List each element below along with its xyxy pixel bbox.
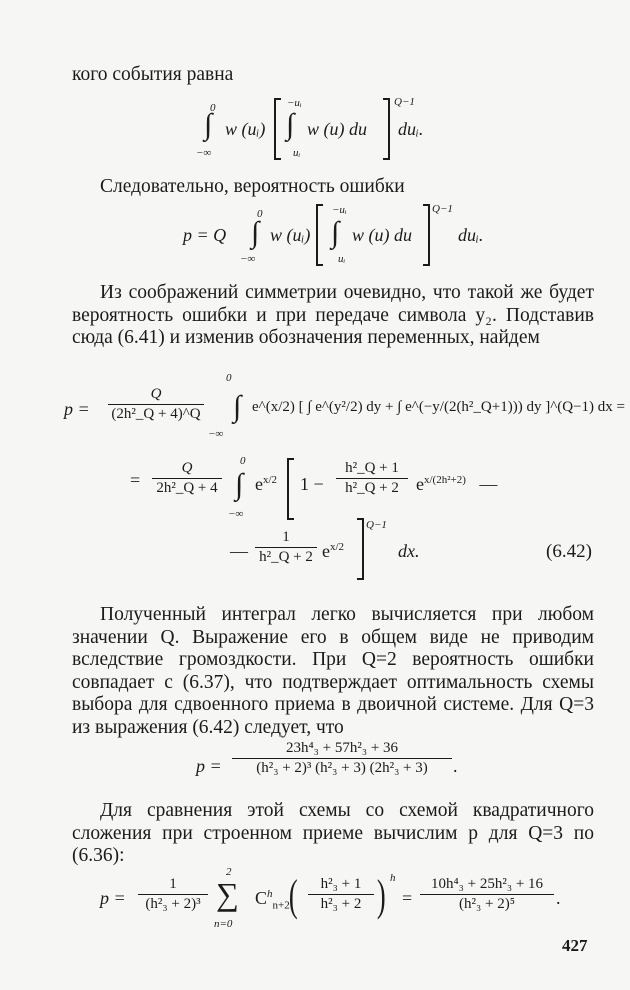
fraction-4-den: h²_Q + 2 (259, 549, 313, 565)
left-bracket (274, 98, 281, 160)
inner-upper-limit: −uᵢ (332, 204, 347, 216)
inner-integral-sign: ∫ (331, 216, 340, 249)
left-bracket-2 (287, 458, 294, 520)
fraction-last-3-num: 10h⁴₃ + 25h²₃ + 16 (420, 876, 554, 895)
fraction-q3 (232, 740, 452, 777)
inner-upper-limit: −uᵢ (287, 97, 302, 109)
integral-lower-limit: −∞ (240, 253, 256, 265)
equation-lhs: p = Q (183, 225, 227, 245)
integral-sign: ∫ (251, 216, 260, 249)
fraction-last-3-den: (h²₃ + 2)⁵ (459, 896, 515, 912)
integral-lower-limit: −∞ (196, 147, 212, 159)
fraction-1 (108, 386, 204, 423)
differential: duᵢ. (458, 225, 484, 245)
sum-lower: n=0 (214, 918, 233, 930)
fraction-q3-num: 23h⁴₃ + 57h²₃ + 36 (232, 740, 452, 759)
paragraph-text: кого события равна (72, 64, 234, 85)
differential: duᵢ. (398, 119, 424, 139)
inner-lower-limit: uᵢ (293, 147, 301, 159)
integral-sign: ∫ (233, 390, 242, 423)
integrand-outer: w (uᵢ) (270, 225, 311, 245)
fraction-3-den: h²_Q + 2 (345, 480, 399, 496)
right-bracket (423, 204, 430, 266)
equation-lhs: p = (196, 756, 222, 776)
fraction-4 (255, 529, 317, 566)
right-bracket (383, 98, 390, 160)
integrand-outer: w (uᵢ) (225, 119, 266, 139)
bracket-power: Q−1 (394, 96, 415, 108)
paragraph-intro (72, 64, 594, 87)
integral-sign-2: ∫ (235, 468, 244, 501)
fraction-q3-den: (h²₃ + 2)³ (h²₃ + 3) (2h²₃ + 3) (256, 760, 428, 776)
paragraph-comparison (72, 800, 594, 868)
page-number: 427 (562, 936, 588, 955)
right-bracket-2 (357, 518, 364, 580)
paragraph-therefore (72, 176, 594, 199)
fraction-last-1-den: (h²₃ + 2)³ (145, 896, 201, 912)
equation-lhs: p = (100, 888, 126, 908)
fraction-3 (336, 460, 408, 497)
integral-upper-limit: 0 (257, 208, 263, 220)
paragraph-integral (72, 604, 594, 739)
fraction-last-2 (308, 876, 374, 913)
fraction-2-den: 2h²_Q + 4 (156, 480, 218, 496)
fraction-3-num: h²_Q + 1 (336, 460, 408, 479)
fraction-last-3 (420, 876, 554, 913)
inner-lower-limit: uᵢ (338, 253, 346, 265)
bracket-power: Q−1 (432, 203, 453, 215)
sum-upper: 2 (226, 866, 232, 878)
fraction-2-num: Q (152, 460, 222, 479)
integral-upper-limit: 0 (210, 102, 216, 114)
fraction-1-den: (2h²_Q + 4)^Q (111, 406, 201, 422)
equation-number: (6.42) (546, 541, 592, 562)
left-bracket (316, 204, 323, 266)
fraction-last-1-num: 1 (138, 876, 208, 895)
paragraph-text: Из соображений симметрии очевидно, что такой же будет вероятность ошибки и при передаче символа y₂. Подставив сюда (6.41) и изменив обозначения переменных, найдем (72, 282, 594, 348)
exponential-line-1: e^(x/2) [ ∫ e^(y²/2) dy + ∫ e^(−y/(2(h²_Q+1))) dy ]^(Q−1) dx = (252, 399, 625, 415)
paragraph-text: Следовательно, вероятность ошибки (100, 176, 405, 197)
paragraph-text: Полученный интеграл легко вычисляется при любом значении Q. Выражение его в общем виде не приводим вследствие громоздкости. При Q=2 вероятность ошибки совпадает с (6.37), что подтверждает оптимальность схемы выбора для сдвоенного приема в двоичной системе. Для Q=3 из выражения (6.42) следует, что (72, 604, 594, 738)
fraction-4-num: 1 (255, 529, 317, 548)
equation-lhs: p = (64, 399, 90, 419)
fraction-2 (152, 460, 222, 497)
integrand-inner: w (u) du (352, 225, 412, 245)
fraction-last-2-num: h²₃ + 1 (308, 876, 374, 895)
integral-sign: ∫ (204, 108, 213, 141)
inner-integral-sign: ∫ (286, 108, 295, 141)
integrand-inner: w (u) du (307, 119, 367, 139)
fraction-last-2-den: h²₃ + 2 (320, 896, 362, 912)
fraction-last-1 (138, 876, 208, 913)
sum-sign: ∑ (216, 876, 239, 912)
fraction-1-num: Q (108, 386, 204, 405)
paragraph-text: Для сравнения этой схемы со схемой квадратичного сложения при строенном приеме вычислим p для Q=3 по (6.36): (72, 800, 594, 866)
paragraph-symmetry (72, 282, 594, 350)
